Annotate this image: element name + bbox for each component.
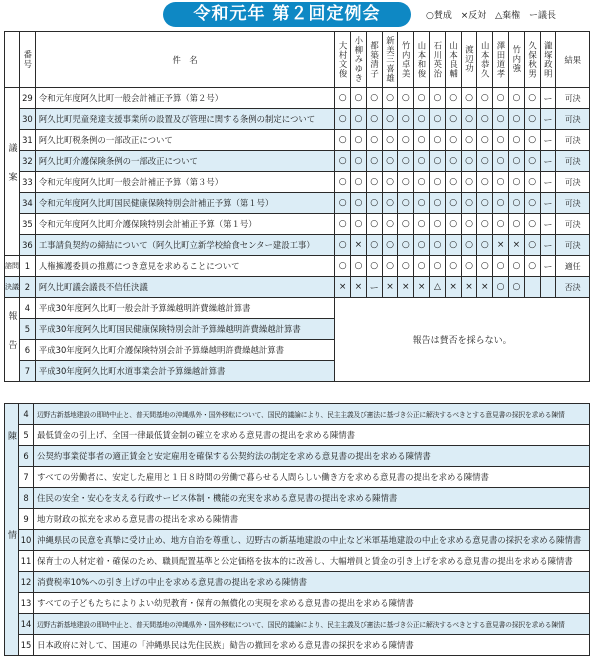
vote-cell: ○ bbox=[366, 172, 382, 193]
vote-cell: ○ bbox=[430, 235, 446, 256]
vote-cell: ○ bbox=[398, 88, 414, 109]
vote-cell: ○ bbox=[366, 151, 382, 172]
row-number: 9 bbox=[19, 509, 34, 530]
row-title: 人権擁護委員の推薦につき意見を求めることについて bbox=[35, 256, 334, 277]
vote-cell: ○ bbox=[461, 130, 477, 151]
member-name: 新美三喜雄 bbox=[385, 36, 396, 83]
voting-table bbox=[4, 31, 590, 382]
member-name: 瀧塚政明 bbox=[543, 40, 554, 79]
header-number: 番号 bbox=[20, 32, 36, 88]
row-number: 15 bbox=[19, 635, 34, 656]
vote-cell: ○ bbox=[524, 130, 540, 151]
vote-cell: ○ bbox=[477, 256, 493, 277]
member-header bbox=[461, 32, 477, 88]
vote-cell: ○ bbox=[366, 214, 382, 235]
vote-cell: × bbox=[351, 277, 367, 298]
vote-cell: ー bbox=[540, 172, 556, 193]
vote-cell: ○ bbox=[445, 109, 461, 130]
table-row bbox=[5, 193, 590, 214]
vote-cell: ○ bbox=[335, 172, 351, 193]
row-number: 30 bbox=[20, 109, 36, 130]
vote-cell: × bbox=[335, 277, 351, 298]
vote-cell: ○ bbox=[493, 109, 509, 130]
petition-table bbox=[4, 403, 590, 656]
vote-cell: ○ bbox=[445, 151, 461, 172]
vote-cell: ○ bbox=[493, 151, 509, 172]
vote-cell: ○ bbox=[477, 193, 493, 214]
member-name: 石川英治 bbox=[432, 40, 443, 79]
vote-cell: ○ bbox=[351, 256, 367, 277]
vote-cell: × bbox=[477, 277, 493, 298]
table-row bbox=[5, 572, 590, 593]
vote-cell: ○ bbox=[493, 130, 509, 151]
vote-cell: ○ bbox=[477, 130, 493, 151]
vote-cell: ○ bbox=[398, 256, 414, 277]
category-shimon: 諮問 bbox=[5, 256, 20, 277]
vote-cell: ○ bbox=[414, 109, 430, 130]
row-title: 令和元年度阿久比町国民健康保険特別会計補正予算（第１号） bbox=[35, 193, 334, 214]
vote-cell: ○ bbox=[351, 172, 367, 193]
row-number: 5 bbox=[20, 319, 36, 340]
vote-cell: ○ bbox=[351, 214, 367, 235]
member-name: 山本良輔 bbox=[448, 40, 459, 79]
vote-cell: ○ bbox=[335, 256, 351, 277]
row-number: 31 bbox=[20, 130, 36, 151]
vote-cell: ○ bbox=[335, 151, 351, 172]
vote-cell: ○ bbox=[382, 130, 398, 151]
vote-cell: ○ bbox=[461, 256, 477, 277]
row-number: 4 bbox=[19, 404, 34, 425]
vote-cell: ○ bbox=[430, 172, 446, 193]
member-header bbox=[445, 32, 461, 88]
header bbox=[0, 0, 590, 30]
member-name: 渡辺功 bbox=[464, 45, 475, 74]
row-number: 7 bbox=[20, 361, 36, 382]
vote-cell: ○ bbox=[445, 130, 461, 151]
row-number: 35 bbox=[20, 214, 36, 235]
member-header bbox=[430, 32, 446, 88]
vote-cell: ○ bbox=[366, 256, 382, 277]
row-title: 地方財政の拡充を求める意見書の提出を求める陳情書 bbox=[34, 509, 590, 530]
row-number: 13 bbox=[19, 593, 34, 614]
vote-cell: ○ bbox=[508, 88, 524, 109]
vote-cell: × bbox=[382, 277, 398, 298]
vote-cell: ○ bbox=[461, 172, 477, 193]
table-row bbox=[5, 214, 590, 235]
row-title: 工事請負契約の締結について（阿久比町立新学校給食センター建設工事） bbox=[35, 235, 334, 256]
vote-cell: ○ bbox=[398, 109, 414, 130]
row-result: 可決 bbox=[556, 235, 590, 256]
vote-cell: ー bbox=[540, 130, 556, 151]
vote-cell: ○ bbox=[366, 193, 382, 214]
row-number: 12 bbox=[19, 572, 34, 593]
vote-cell: ○ bbox=[508, 130, 524, 151]
vote-cell: ○ bbox=[461, 214, 477, 235]
table-row bbox=[5, 151, 590, 172]
vote-cell: ○ bbox=[382, 235, 398, 256]
row-title: すべての労働者に、安定した雇用と１日８時間の労働で暮らせる人間らしい働き方を求める意見書の提出を求める陳情書 bbox=[34, 467, 590, 488]
vote-cell: ○ bbox=[477, 235, 493, 256]
vote-cell: ○ bbox=[508, 193, 524, 214]
vote-cell: ○ bbox=[430, 214, 446, 235]
vote-cell: ○ bbox=[382, 172, 398, 193]
row-number: 33 bbox=[20, 172, 36, 193]
vote-cell: ○ bbox=[398, 193, 414, 214]
member-name: 小柳みゆき bbox=[353, 36, 364, 83]
table-row bbox=[5, 298, 590, 319]
table-row bbox=[5, 593, 590, 614]
vote-cell: ○ bbox=[398, 172, 414, 193]
header-result: 結果 bbox=[556, 32, 590, 88]
category-chinjo bbox=[5, 404, 19, 656]
row-title: 阿久比町児童発達支援事業所の設置及び管理に関する条例の制定について bbox=[35, 109, 334, 130]
row-result: 可決 bbox=[556, 88, 590, 109]
row-title: 保育士の人材定着・確保のため、職員配置基準と公定価格を抜本的に改善し、大幅増員と賃金の引き上げを求める意見書の提出を求める陳情書 bbox=[34, 551, 590, 572]
member-header bbox=[493, 32, 509, 88]
vote-cell: ○ bbox=[382, 88, 398, 109]
vote-cell: ○ bbox=[508, 277, 524, 298]
vote-cell: ○ bbox=[414, 193, 430, 214]
vote-cell: ○ bbox=[524, 193, 540, 214]
table-row bbox=[5, 256, 590, 277]
row-title: 令和元年度阿久比町介護保険特別会計補正予算（第１号） bbox=[35, 214, 334, 235]
vote-cell: ○ bbox=[477, 109, 493, 130]
header-spacer bbox=[5, 32, 20, 88]
vote-cell: ○ bbox=[461, 109, 477, 130]
vote-cell: ○ bbox=[382, 256, 398, 277]
member-header bbox=[414, 32, 430, 88]
legend-approve: ○賛成 bbox=[426, 11, 452, 21]
vote-cell: ○ bbox=[335, 88, 351, 109]
category-hokoku bbox=[5, 298, 20, 382]
vote-cell: ○ bbox=[524, 214, 540, 235]
vote-cell: ○ bbox=[445, 88, 461, 109]
vote-cell: ○ bbox=[382, 214, 398, 235]
vote-cell: ー bbox=[540, 235, 556, 256]
row-title: 令和元年度阿久比町一般会計補正予算（第３号） bbox=[35, 172, 334, 193]
row-result: 否決 bbox=[556, 277, 590, 298]
member-name: 久保秋男 bbox=[527, 40, 538, 79]
row-title: 平成30年度阿久比町一般会計予算繰越明許費繰越計算書 bbox=[35, 298, 334, 319]
vote-cell: ○ bbox=[398, 214, 414, 235]
vote-cell: ○ bbox=[398, 151, 414, 172]
table-row bbox=[5, 277, 590, 298]
row-result: 可決 bbox=[556, 130, 590, 151]
vote-cell: ○ bbox=[508, 109, 524, 130]
vote-cell: ○ bbox=[493, 88, 509, 109]
vote-cell: × bbox=[445, 277, 461, 298]
row-title: 住民の安全・安心を支える行政サービス体制・機能の充実を求める意見書の提出を求める陳情書 bbox=[34, 488, 590, 509]
vote-cell: ○ bbox=[335, 193, 351, 214]
table-header-row bbox=[5, 32, 590, 88]
row-title: 平成30年度阿久比町水道事業会計予算繰越計算書 bbox=[35, 361, 334, 382]
vote-cell: ○ bbox=[493, 214, 509, 235]
member-header bbox=[540, 32, 556, 88]
member-name: 澤田道孝 bbox=[495, 40, 506, 79]
row-number: 7 bbox=[19, 467, 34, 488]
member-header bbox=[477, 32, 493, 88]
vote-cell: ○ bbox=[398, 235, 414, 256]
header-subject: 件 名 bbox=[35, 32, 334, 88]
category-gian bbox=[5, 88, 20, 256]
table-row bbox=[5, 509, 590, 530]
row-title: 消費税率10%への引き上げの中止を求める意見書の提出を求める陳情書 bbox=[34, 572, 590, 593]
row-number: 6 bbox=[19, 446, 34, 467]
vote-cell: ○ bbox=[430, 193, 446, 214]
member-header bbox=[398, 32, 414, 88]
vote-cell: × bbox=[398, 277, 414, 298]
row-title: 阿久比町議会議長不信任決議 bbox=[35, 277, 334, 298]
vote-cell: ○ bbox=[445, 193, 461, 214]
row-number: 32 bbox=[20, 151, 36, 172]
table-row bbox=[5, 172, 590, 193]
vote-cell: ○ bbox=[335, 214, 351, 235]
vote-cell: ○ bbox=[366, 109, 382, 130]
member-name: 竹内卓美 bbox=[401, 40, 412, 79]
vote-cell: ○ bbox=[414, 172, 430, 193]
member-header bbox=[366, 32, 382, 88]
vote-cell: ○ bbox=[461, 193, 477, 214]
vote-cell: ○ bbox=[524, 88, 540, 109]
row-result: 可決 bbox=[556, 109, 590, 130]
row-number: 29 bbox=[20, 88, 36, 109]
member-header bbox=[382, 32, 398, 88]
vote-cell: ー bbox=[540, 214, 556, 235]
vote-cell: ○ bbox=[508, 172, 524, 193]
vote-cell: ○ bbox=[445, 214, 461, 235]
row-number: 10 bbox=[19, 530, 34, 551]
vote-cell: ○ bbox=[382, 109, 398, 130]
vote-cell: ○ bbox=[493, 256, 509, 277]
table-row bbox=[5, 109, 590, 130]
row-number: 11 bbox=[19, 551, 34, 572]
vote-cell: ○ bbox=[414, 214, 430, 235]
category-label: 報告 bbox=[6, 310, 17, 369]
row-title: 辺野古新基地建設の即時中止と、普天間基地の沖縄県外・国外移転について、国民的議論により、民主主義及び憲法に基づき公正に解決するべきとする意見書の採択を求める陳情 bbox=[34, 404, 590, 425]
row-number: 14 bbox=[19, 614, 34, 635]
vote-cell: ○ bbox=[493, 277, 509, 298]
vote-cell: ○ bbox=[335, 130, 351, 151]
vote-cell: × bbox=[508, 235, 524, 256]
row-title: 平成30年度阿久比町介護保険特別会計予算繰越明許費繰越計算書 bbox=[35, 340, 334, 361]
vote-cell: × bbox=[414, 277, 430, 298]
row-title: 阿久比町介護保険条例の一部改正について bbox=[35, 151, 334, 172]
row-title: 公契約事業従事者の適正賃金と安定雇用を確保する公契約法の制定を求める意見書の提出を求める陳情書 bbox=[34, 446, 590, 467]
vote-cell: ○ bbox=[414, 130, 430, 151]
row-number: 4 bbox=[20, 298, 36, 319]
vote-cell: ○ bbox=[524, 235, 540, 256]
vote-cell: ○ bbox=[445, 235, 461, 256]
row-number: 5 bbox=[19, 425, 34, 446]
vote-cell: ○ bbox=[524, 256, 540, 277]
vote-cell: ○ bbox=[477, 172, 493, 193]
vote-cell: ○ bbox=[493, 193, 509, 214]
vote-cell: ー bbox=[540, 151, 556, 172]
row-title: 阿久比町税条例の一部改正について bbox=[35, 130, 334, 151]
vote-cell: ○ bbox=[414, 235, 430, 256]
table-row bbox=[5, 635, 590, 656]
table-row bbox=[5, 551, 590, 572]
vote-cell: ー bbox=[540, 256, 556, 277]
vote-cell: ○ bbox=[351, 88, 367, 109]
vote-cell: ○ bbox=[351, 109, 367, 130]
table-row bbox=[5, 425, 590, 446]
legend-oppose: ×反対 bbox=[460, 11, 487, 21]
row-title: 辺野古新基地建設の即時中止と、普天間基地の沖縄県外・国外移転について、国民的議論により、民主主義及び憲法に基づき公正に解決するべきとする意見書の採択を求める陳情 bbox=[34, 614, 590, 635]
vote-cell: ○ bbox=[351, 193, 367, 214]
vote-cell: ○ bbox=[414, 151, 430, 172]
vote-cell: ○ bbox=[335, 109, 351, 130]
vote-cell: ○ bbox=[366, 235, 382, 256]
vote-cell: ○ bbox=[524, 172, 540, 193]
member-header bbox=[351, 32, 367, 88]
vote-cell: ー bbox=[366, 277, 382, 298]
vote-cell: ○ bbox=[430, 151, 446, 172]
category-ketsugi: 決議 bbox=[5, 277, 20, 298]
category-label: 陳情 bbox=[6, 430, 16, 629]
vote-cell: ○ bbox=[414, 88, 430, 109]
row-number: 34 bbox=[20, 193, 36, 214]
member-name: 山本和俊 bbox=[417, 40, 427, 79]
member-header bbox=[508, 32, 524, 88]
row-title: 平成30年度阿久比町国民健康保険特別会計予算繰越明許費繰越計算書 bbox=[35, 319, 334, 340]
row-result: 可決 bbox=[556, 193, 590, 214]
vote-cell: ○ bbox=[508, 256, 524, 277]
vote-cell: ○ bbox=[351, 151, 367, 172]
row-result: 可決 bbox=[556, 172, 590, 193]
table-row bbox=[5, 614, 590, 635]
vote-cell: ○ bbox=[445, 172, 461, 193]
member-header bbox=[524, 32, 540, 88]
member-name: 竹内強 bbox=[511, 45, 522, 74]
vote-cell: ○ bbox=[445, 256, 461, 277]
vote-cell: ○ bbox=[366, 88, 382, 109]
vote-cell: ー bbox=[540, 109, 556, 130]
row-result: 適任 bbox=[556, 256, 590, 277]
row-number: 2 bbox=[20, 277, 36, 298]
vote-legend bbox=[426, 8, 562, 21]
category-label: 議案 bbox=[6, 142, 17, 201]
vote-cell: ○ bbox=[461, 235, 477, 256]
row-title: 令和元年度阿久比町一般会計補正予算（第２号） bbox=[35, 88, 334, 109]
vote-cell bbox=[540, 277, 556, 298]
table-row bbox=[5, 404, 590, 425]
vote-cell: ○ bbox=[508, 151, 524, 172]
page-title: 令和元年 第２回定例会 bbox=[163, 2, 411, 27]
vote-cell: ○ bbox=[477, 214, 493, 235]
row-title: 日本政府に対して、国連の「沖縄県民は先住民族」勧告の撤回を求める意見書の採択を求める陳情書 bbox=[34, 635, 590, 656]
vote-cell: ○ bbox=[414, 256, 430, 277]
vote-cell: ○ bbox=[524, 151, 540, 172]
row-number: 8 bbox=[19, 488, 34, 509]
legend-abstain: △棄権 bbox=[495, 11, 521, 21]
vote-cell: ○ bbox=[366, 130, 382, 151]
vote-cell: ○ bbox=[508, 214, 524, 235]
table-row bbox=[5, 130, 590, 151]
vote-cell: ○ bbox=[335, 235, 351, 256]
vote-cell: ー bbox=[540, 193, 556, 214]
vote-cell: ○ bbox=[398, 130, 414, 151]
member-header bbox=[335, 32, 351, 88]
vote-cell: ○ bbox=[430, 256, 446, 277]
vote-cell: ○ bbox=[430, 109, 446, 130]
vote-cell: ○ bbox=[524, 109, 540, 130]
vote-cell: ○ bbox=[493, 172, 509, 193]
table-row bbox=[5, 446, 590, 467]
vote-cell: ー bbox=[540, 88, 556, 109]
row-title: 最低賃金の引上げ、全国一律最低賃金制の確立を求める意見書の提出を求める陳情書 bbox=[34, 425, 590, 446]
vote-cell: ○ bbox=[382, 193, 398, 214]
member-name: 大村文俊 bbox=[338, 40, 349, 79]
row-title: すべての子どもたちによりよい幼児教育・保育の無償化の実現を求める意見書の提出を求める陳情書 bbox=[34, 593, 590, 614]
row-result: 可決 bbox=[556, 151, 590, 172]
member-name: 都築清子 bbox=[369, 40, 380, 79]
table-row bbox=[5, 530, 590, 551]
legend-chair: ー議長 bbox=[528, 11, 556, 21]
table-row bbox=[5, 235, 590, 256]
vote-cell: △ bbox=[430, 277, 446, 298]
row-number: 6 bbox=[20, 340, 36, 361]
table-row bbox=[5, 88, 590, 109]
row-result: 可決 bbox=[556, 214, 590, 235]
vote-cell: ○ bbox=[477, 88, 493, 109]
member-name: 山本恭久 bbox=[480, 40, 491, 79]
vote-cell: ○ bbox=[382, 151, 398, 172]
vote-cell: ○ bbox=[430, 130, 446, 151]
vote-cell: × bbox=[351, 235, 367, 256]
table-row bbox=[5, 467, 590, 488]
vote-cell: ○ bbox=[461, 88, 477, 109]
row-number: 36 bbox=[20, 235, 36, 256]
vote-cell bbox=[524, 277, 540, 298]
row-title: 沖縄県民の民意を真摯に受け止め、地方自治を尊重し、辺野古の新基地建設の中止など米軍基地建設の中止を求める意見書の採択を求める陳情書 bbox=[34, 530, 590, 551]
report-note: 報告は賛否を採らない。 bbox=[335, 298, 590, 382]
vote-cell: × bbox=[461, 277, 477, 298]
vote-cell: ○ bbox=[351, 130, 367, 151]
table-row bbox=[5, 488, 590, 509]
row-number: 1 bbox=[20, 256, 36, 277]
vote-cell: ○ bbox=[477, 151, 493, 172]
vote-cell: ○ bbox=[430, 88, 446, 109]
vote-cell: × bbox=[493, 235, 509, 256]
vote-cell: ○ bbox=[461, 151, 477, 172]
